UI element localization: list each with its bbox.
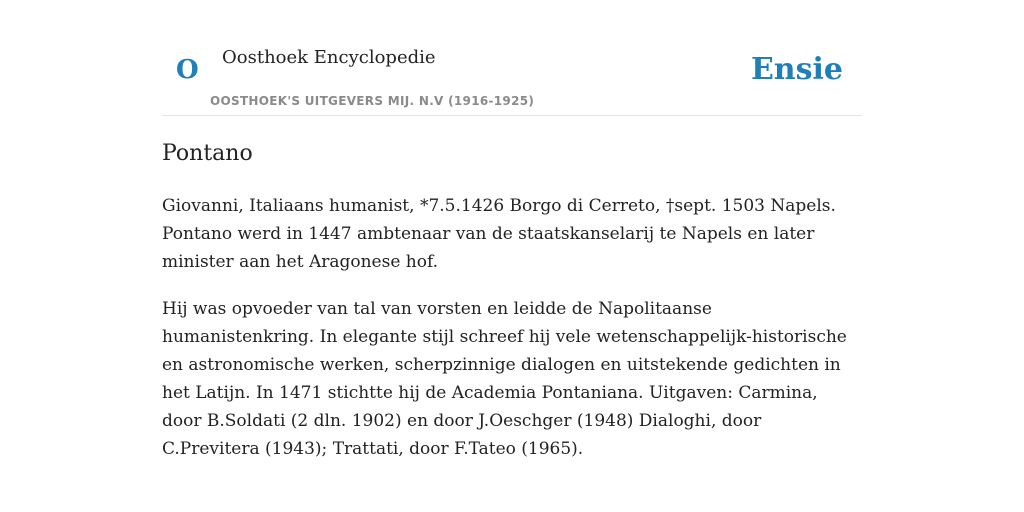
ensie-logo-link[interactable]: Ensie xyxy=(750,52,843,87)
entry-paragraph: Hij was opvoeder van tal van vorsten en leidde de Napolitaanse humanistenkring. In elegante stijl schreef hij vele wetenschappelijk-historische en astronomische werken, scherpzinnige dialogen en uitstekende gedichten in het Latijn. In 1471 stichtte hij de Academia Pontaniana. Uitgaven: Carmina, door B.Soldati (2 dln. 1902) en door J.Oeschger (1948) Dialoghi, door C.Previtera (1943); Trattati, door F.Tateo (1965). xyxy=(162,299,847,459)
source-title-link[interactable]: Oosthoek Encyclopedie xyxy=(222,47,436,68)
entry-body xyxy=(162,192,862,482)
source-logo[interactable]: O xyxy=(176,55,199,85)
entry-title: Pontano xyxy=(162,141,253,166)
source-header xyxy=(162,0,862,116)
entry-paragraph: Giovanni, Italiaans humanist, *7.5.1426 Borgo di Cerreto, †sept. 1503 Napels. Pontano werd in 1447 ambtenaar van de staatskanselarij te Napels en later minister aan het Aragonese hof. xyxy=(162,196,836,272)
publisher-label: OOSTHOEK'S UITGEVERS MIJ. N.V (1916-1925) xyxy=(210,94,535,108)
